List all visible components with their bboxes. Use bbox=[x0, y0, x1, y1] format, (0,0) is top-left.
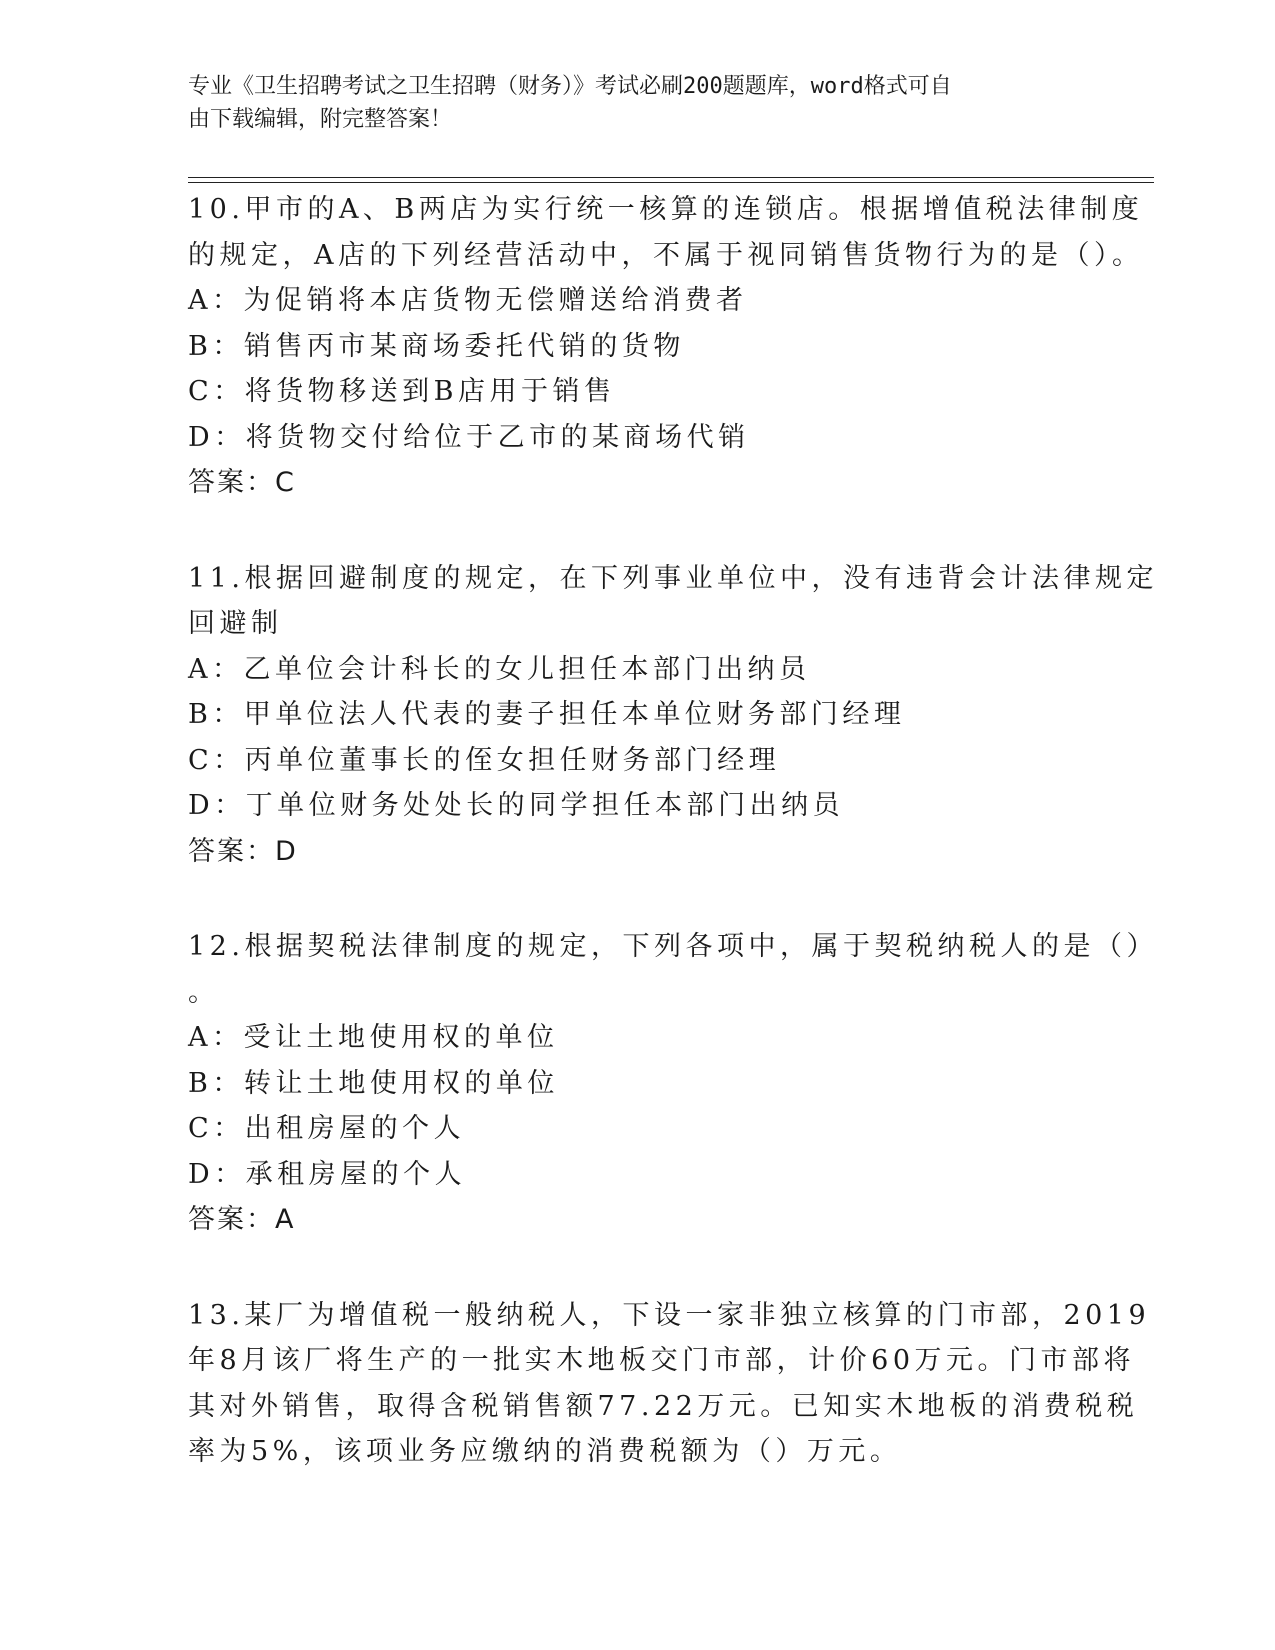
question-10 bbox=[188, 187, 1144, 506]
header-divider bbox=[188, 182, 1154, 183]
question-stem: 12.根据契税法律制度的规定，下列各项中，属于契税纳税人的是（） bbox=[188, 931, 1158, 962]
question-stem: 13.某厂为增值税一般纳税人，下设一家非独立核算的门市部，2019 bbox=[188, 1299, 1151, 1331]
answer: 答案：A bbox=[188, 1204, 296, 1235]
question-stem: 10.甲市的A、B两店为实行统一核算的连锁店。根据增值税法律制度 bbox=[188, 194, 1144, 225]
option-a: A：受让土地使用权的单位 bbox=[188, 1022, 559, 1053]
option-b: B：甲单位法人代表的妻子担任本单位财务部门经理 bbox=[188, 699, 906, 730]
option-c: C：出租房屋的个人 bbox=[188, 1113, 466, 1144]
header-divider bbox=[188, 177, 1154, 178]
answer: 答案：C bbox=[188, 467, 296, 498]
answer: 答案：D bbox=[188, 835, 298, 867]
option-d: D：将货物交付给位于乙市的某商场代销 bbox=[188, 421, 750, 453]
option-b: B：销售丙市某商场委托代销的货物 bbox=[188, 330, 685, 362]
question-list bbox=[188, 187, 1158, 1525]
option-d: D：丁单位财务处处长的同学担任本部门出纳员 bbox=[188, 790, 845, 821]
document-header bbox=[188, 70, 1068, 136]
question-12 bbox=[188, 924, 1158, 1243]
question-stem: 率为5%，该项业务应缴纳的消费税额为（）万元。 bbox=[188, 1436, 902, 1467]
option-c: C：将货物移送到B店用于销售 bbox=[188, 376, 616, 407]
option-b: B：转让土地使用权的单位 bbox=[188, 1067, 559, 1099]
header-line: 由下载编辑，附完整答案！ bbox=[188, 107, 453, 132]
question-stem: 年8月该厂将生产的一批实木地板交门市部，计价60万元。门市部将 bbox=[188, 1345, 1136, 1376]
question-stem: 。 bbox=[188, 976, 220, 1008]
question-stem: 11.根据回避制度的规定，在下列事业单位中，没有违背会计法律规定 bbox=[188, 562, 1158, 594]
question-11 bbox=[188, 556, 1158, 875]
question-stem: 其对外销售，取得含税销售额77.22万元。已知实木地板的消费税税 bbox=[188, 1390, 1139, 1422]
option-d: D：承租房屋的个人 bbox=[188, 1158, 467, 1190]
question-stem: 回避制 bbox=[188, 608, 283, 639]
header-line: 专业《卫生招聘考试之卫生招聘（财务）》考试必刷200题题库，word格式可自 bbox=[188, 74, 952, 99]
option-a: A：乙单位会计科长的女儿担任本部门出纳员 bbox=[188, 653, 811, 685]
option-a: A：为促销将本店货物无偿赠送给消费者 bbox=[188, 285, 748, 316]
question-stem: 的规定，A店的下列经营活动中，不属于视同销售货物行为的是（）。 bbox=[188, 239, 1144, 271]
option-c: C：丙单位董事长的侄女担任财务部门经理 bbox=[188, 744, 781, 776]
question-13 bbox=[188, 1293, 1151, 1475]
